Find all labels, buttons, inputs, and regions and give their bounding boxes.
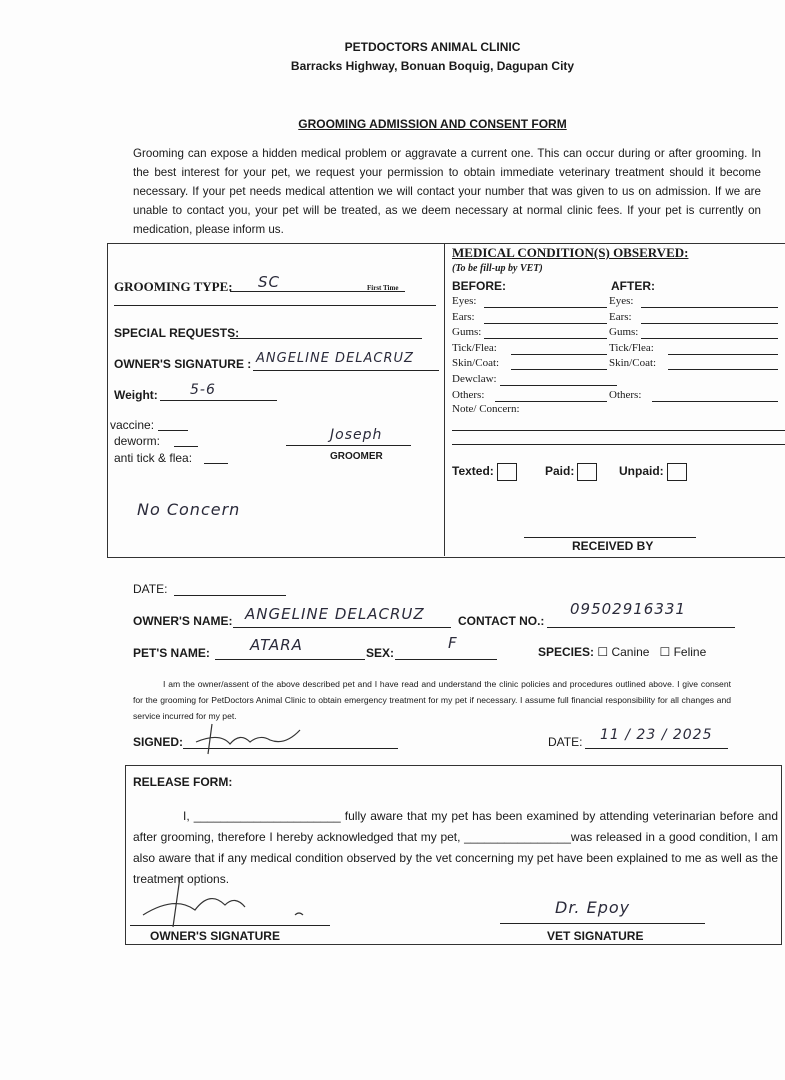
contact-field[interactable] [547,627,735,628]
deworm-label: deworm: [114,434,161,448]
feline-label: Feline [673,645,707,659]
owner-signature-value: ANGELINE DELACRUZ [256,351,414,366]
owner-name-field[interactable] [233,627,451,628]
before-label: BEFORE: [452,279,506,293]
received-by-field[interactable] [524,537,696,538]
sex-field[interactable] [395,659,497,660]
pet-name-label: PET'S NAME: [133,646,210,660]
grooming-type-label: GROOMING TYPE: [114,279,233,294]
medical-field[interactable] [484,307,608,308]
sex-label: SEX: [366,646,395,660]
medical-field[interactable] [641,307,779,308]
unpaid-box[interactable] [667,463,687,481]
contact-value: 09502916331 [570,600,686,618]
medical-field[interactable] [668,369,778,370]
medical-before-label: Ears: [452,310,475,323]
contact-label: CONTACT NO.: [458,614,545,628]
owner-name-value: ANGELINE DELACRUZ [245,605,425,623]
vet-sig-value: Dr. Epoy [555,898,631,917]
weight-field[interactable] [160,400,277,401]
medical-field[interactable] [495,401,608,402]
note-line-1[interactable] [452,430,785,431]
species-label: SPECIES: [538,645,595,659]
pet-name-value: ATARA [250,636,303,654]
grooming-note: No Concern [137,500,241,519]
owner-signature-label: OWNER'S SIGNATURE : [114,357,252,371]
medical-field[interactable] [652,401,779,402]
unpaid-label: Unpaid: [619,464,664,479]
medical-subtitle: (To be fill-up by VET) [452,263,543,274]
weight-value: 5-6 [190,382,216,398]
deworm-field[interactable] [174,446,198,447]
medical-field[interactable] [511,354,607,355]
medical-after-label: Others: [609,388,642,401]
date2-label: DATE: [548,735,583,749]
medical-field[interactable] [511,369,607,370]
owner-signature-scribble [190,722,320,756]
clinic-address: Barracks Highway, Bonuan Boquig, Dagupan City [290,59,575,73]
consent-paragraph: I am the owner/assent of the above described pet and I have read and understand the clinic policies and procedures outlined above. I give consent for the grooming for PetDoctors Animal Clinic to obtain emergency treatment for my pet if necessary. I assume full financial responsibility for all changes and service incurred for my pet. [133,679,731,721]
feline-checkbox[interactable]: ☐ Feline [659,645,707,659]
canine-label: Canine [611,645,650,659]
weight-label: Weight: [114,388,158,402]
texted-label: Texted: [452,464,494,479]
owner-signature-field[interactable] [253,370,439,371]
texted-checkbox[interactable] [452,463,517,481]
paid-label: Paid: [545,464,575,479]
grooming-line [114,305,436,306]
medical-field[interactable] [641,323,779,324]
medical-after-label: Gums: [609,326,639,339]
medical-field[interactable] [641,338,779,339]
first-time-label: First Time [367,284,399,292]
texted-box[interactable] [497,463,517,481]
date-field[interactable] [174,595,286,596]
medical-after-label: Eyes: [609,295,634,307]
medical-before-label: Others: [452,388,485,401]
medical-field[interactable] [500,385,617,386]
release-owner-sig-label: OWNER'S SIGNATURE [150,929,280,943]
owner-name-label: OWNER'S NAME: [133,614,233,628]
paid-checkbox[interactable] [545,463,597,481]
antitick-field[interactable] [204,463,228,464]
release-title: RELEASE FORM: [133,775,233,789]
date2-value: 11 / 23 / 2025 [600,727,713,743]
note-concern-label: Note/ Concern: [452,403,520,415]
received-by-label: RECEIVED BY [572,539,654,553]
antitick-label: anti tick & flea: [114,451,193,465]
sex-value: F [448,634,458,652]
medical-after-label: Tick/Flea: [609,341,654,354]
groomer-value: Joseph [330,427,383,443]
canine-checkbox[interactable]: ☐ Canine [597,645,650,659]
special-requests-label: SPECIAL REQUESTS: [114,326,240,340]
unpaid-checkbox[interactable] [619,463,687,481]
release-paragraph: I, ______________________ fully aware that my pet has been examined by attending veterinarian before and after grooming, therefore I hereby acknowledged that my pet, ________________was released in a good condition, I am also aware that if any medical condition observed by the vet concerning my pet have been explained to me as well as the treatment options. [133,809,778,886]
medical-after-label: Ears: [609,310,632,323]
groomer-field[interactable] [286,445,411,446]
special-requests-field[interactable] [230,338,422,339]
note-line-2[interactable] [452,444,785,445]
form-title: GROOMING ADMISSION AND CONSENT FORM [298,117,567,131]
date-label: DATE: [133,582,168,596]
species-field [538,645,706,659]
medical-before-label: Eyes: [452,295,477,307]
vet-sig-field[interactable] [500,923,705,924]
signed-label: SIGNED: [133,735,184,749]
medical-field[interactable] [668,354,778,355]
groomer-label: GROOMER [330,451,383,462]
medical-after-label: Skin/Coat: [609,357,657,370]
medical-field[interactable] [484,323,608,324]
vaccine-field[interactable] [158,430,188,431]
release-owner-signature-scribble [135,875,325,930]
intro-paragraph: Grooming can expose a hidden medical problem or aggravate a current one. This can occur during or after grooming. In the best interest for your pet, we request your permission to obtain immediate veterinary treatment should it become necessary. If your pet needs medical attention we will contact your number that was given to us on admission. If we are unable to contact you, your pet will be treated, as we deem necessary at normal clinic fees. If your pet is currently on medication, please inform us. [133,147,761,236]
medical-before-label: Tick/Flea: [452,341,497,354]
medical-before-label: Gums: [452,326,482,339]
medical-before-label: Dewclaw: [452,373,497,385]
vet-sig-label: VET SIGNATURE [547,929,644,943]
date2-field[interactable] [585,748,728,749]
divider [444,243,445,556]
after-label: AFTER: [611,279,655,293]
medical-field[interactable] [484,338,608,339]
pet-name-field[interactable] [215,659,365,660]
medical-title: MEDICAL CONDITION(S) OBSERVED: [452,245,689,260]
medical-before-label: Skin/Coat: [452,357,500,370]
grooming-type-value: SC [258,273,280,291]
paid-box[interactable] [577,463,597,481]
clinic-name: PETDOCTORS ANIMAL CLINIC [344,40,521,54]
vaccine-label: vaccine: [110,418,155,432]
